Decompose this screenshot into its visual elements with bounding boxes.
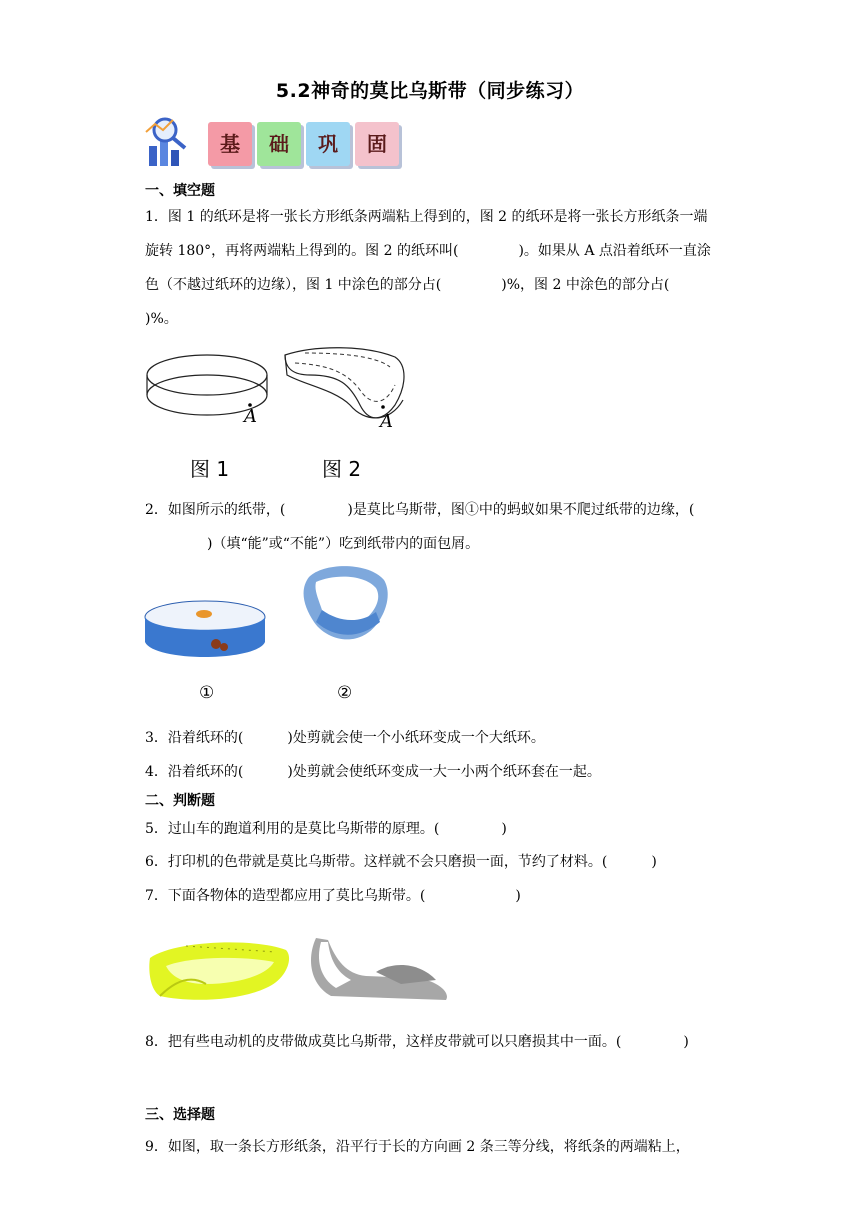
question-1: 1．图 1 的纸环是将一张长方形纸条两端粘上得到的，图 2 的纸环是将一张长方形纸条一端旋转 180°，再将两端粘上得到的。图 2 的纸环叫( )。如果从 A 点沿着纸环一直涂色（不越过纸环的边缘），图 1 中涂色的部分占( )%，图 2 中涂色的部分占()%。: [145, 209, 711, 327]
magnifier-chart-icon: [143, 114, 193, 170]
q1-fig1-point-a: A: [244, 406, 257, 427]
section-judge-heading: 二、判断题: [145, 793, 215, 809]
badge-gu: 固: [355, 122, 399, 166]
question-5: 5．过山车的跑道利用的是莫比乌斯带的原理。( ): [145, 821, 507, 837]
q1-fig1-caption: 图 1: [190, 457, 230, 481]
page-title: 5.2神奇的莫比乌斯带（同步练习）: [275, 80, 585, 102]
badge-ji: 基: [208, 122, 252, 166]
q7-figure-objects: [146, 930, 456, 1005]
question-3: 3．沿着纸环的( )处剪就会使一个小纸环变成一个大纸环。: [145, 730, 545, 746]
q2-figure-bands: [144, 562, 404, 682]
section-fill-heading: 一、填空题: [145, 183, 215, 199]
question-9: 9．如图，取一条长方形纸条，沿平行于长的方向画 2 条三等分线，将纸条的两端粘上，: [145, 1139, 690, 1155]
section-choice-heading: 三、选择题: [145, 1107, 215, 1123]
q2-fig1-caption: ①: [199, 683, 215, 703]
badge-chu: 础: [257, 122, 301, 166]
question-7: 7．下面各物体的造型都应用了莫比乌斯带。( ): [145, 888, 521, 904]
question-4: 4．沿着纸环的( )处剪就会使纸环变成一大一小两个纸环套在一起。: [145, 764, 601, 780]
badge-gong: 巩: [306, 122, 350, 166]
question-6: 6．打印机的色带就是莫比乌斯带。这样就不会只磨损一面，节约了材料。( ): [145, 854, 657, 870]
question-8: 8．把有些电动机的皮带做成莫比乌斯带，这样皮带就可以只磨损其中一面。( ): [145, 1034, 689, 1050]
question-2: 2．如图所示的纸带，( )是莫比乌斯带，图①中的蚂蚁如果不爬过纸带的边缘，()（填“能”或“不能”）吃到纸带内的面包屑。: [145, 502, 695, 552]
q2-fig2-caption: ②: [337, 683, 353, 703]
q1-fig2-point-a: A: [380, 411, 393, 432]
q1-fig2-caption: 图 2: [322, 457, 362, 481]
